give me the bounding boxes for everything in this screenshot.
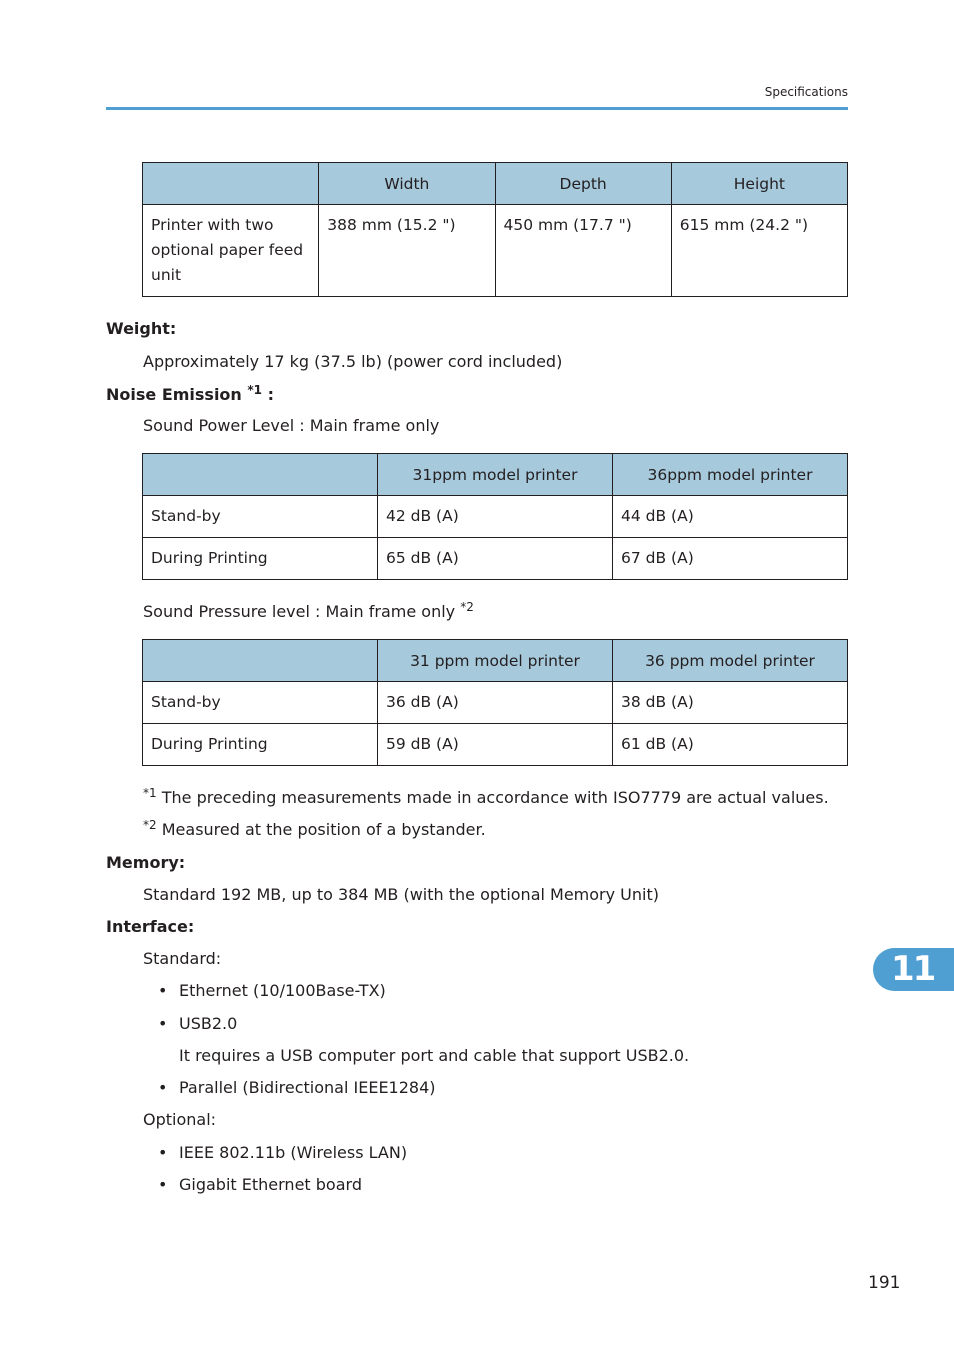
- table-header-cell: Height: [671, 163, 847, 205]
- table-header-cell: 31 ppm model printer: [378, 640, 613, 682]
- table-header-cell: [143, 163, 319, 205]
- page-number: 191: [868, 1273, 901, 1293]
- bullet-icon: •: [158, 981, 168, 1000]
- table-header-cell: Depth: [495, 163, 671, 205]
- list-item: Parallel (Bidirectional IEEE1284): [179, 1078, 436, 1097]
- table-cell: Stand-by: [143, 496, 378, 538]
- footnote-text: The preceding measurements made in accordance with ISO7779 are actual values.: [161, 788, 829, 807]
- table-cell: 65 dB (A): [378, 538, 613, 580]
- bullet-icon: •: [158, 1014, 168, 1033]
- table-cell: Printer with two optional paper feed unit: [143, 205, 319, 297]
- list-item: USB2.0: [179, 1014, 238, 1033]
- usb-note: It requires a USB computer port and cable that support USB2.0.: [179, 1046, 690, 1065]
- table-row: [143, 724, 848, 766]
- footnote-2: [143, 818, 486, 839]
- bullet-icon: •: [158, 1078, 168, 1097]
- table-header-cell: Width: [319, 163, 495, 205]
- dimensions-table: [142, 162, 848, 297]
- footnote-mark: *2: [460, 600, 474, 614]
- table-cell: During Printing: [143, 724, 378, 766]
- table-header-row: [143, 454, 848, 496]
- running-header: Specifications: [764, 85, 848, 99]
- table-cell: 450 mm (17.7 "): [495, 205, 671, 297]
- table-cell: 388 mm (15.2 "): [319, 205, 495, 297]
- list-item: Ethernet (10/100Base-TX): [179, 981, 386, 1000]
- table-cell: 44 dB (A): [613, 496, 848, 538]
- noise-emission-label: [106, 383, 274, 404]
- noise-label-suffix: :: [267, 385, 274, 404]
- footnote-mark: *2: [143, 818, 157, 832]
- table-cell: 67 dB (A): [613, 538, 848, 580]
- table-row: [143, 682, 848, 724]
- optional-label: Optional:: [143, 1110, 217, 1129]
- table-row: [143, 205, 848, 297]
- footnote-1: [143, 786, 829, 807]
- standard-label: Standard:: [143, 949, 222, 968]
- weight-value: Approximately 17 kg (37.5 lb) (power cord included): [143, 352, 563, 371]
- list-item: Gigabit Ethernet board: [179, 1175, 362, 1194]
- header-rule: [106, 107, 848, 110]
- footnote-mark: *1: [143, 786, 157, 800]
- table-cell: Stand-by: [143, 682, 378, 724]
- chapter-tab: 11: [873, 948, 954, 991]
- sound-pressure-title-text: Sound Pressure level : Main frame only: [143, 602, 456, 621]
- footnote-mark: *1: [247, 383, 263, 397]
- sound-pressure-table: [142, 639, 848, 766]
- table-row: [143, 496, 848, 538]
- table-cell: 615 mm (24.2 "): [671, 205, 847, 297]
- list-item: IEEE 802.11b (Wireless LAN): [179, 1143, 408, 1162]
- table-cell: During Printing: [143, 538, 378, 580]
- table-cell: 42 dB (A): [378, 496, 613, 538]
- table-cell: 59 dB (A): [378, 724, 613, 766]
- table-header-cell: 36 ppm model printer: [613, 640, 848, 682]
- weight-label: Weight:: [106, 319, 177, 338]
- table-header-row: [143, 163, 848, 205]
- table-header-cell: 31ppm model printer: [378, 454, 613, 496]
- bullet-icon: •: [158, 1175, 168, 1194]
- table-row: [143, 538, 848, 580]
- table-header-cell: 36ppm model printer: [613, 454, 848, 496]
- table-cell: 38 dB (A): [613, 682, 848, 724]
- bullet-icon: •: [158, 1143, 168, 1162]
- memory-label: Memory:: [106, 853, 186, 872]
- table-header-row: [143, 640, 848, 682]
- table-cell: 36 dB (A): [378, 682, 613, 724]
- table-header-cell: [143, 454, 378, 496]
- interface-label: Interface:: [106, 917, 195, 936]
- sound-pressure-title: [143, 600, 474, 621]
- table-header-cell: [143, 640, 378, 682]
- sound-power-table: [142, 453, 848, 580]
- table-cell: 61 dB (A): [613, 724, 848, 766]
- noise-label-text: Noise Emission: [106, 385, 242, 404]
- footnote-text: Measured at the position of a bystander.: [161, 820, 486, 839]
- memory-value: Standard 192 MB, up to 384 MB (with the optional Memory Unit): [143, 885, 659, 904]
- sound-power-title: Sound Power Level : Main frame only: [143, 416, 440, 435]
